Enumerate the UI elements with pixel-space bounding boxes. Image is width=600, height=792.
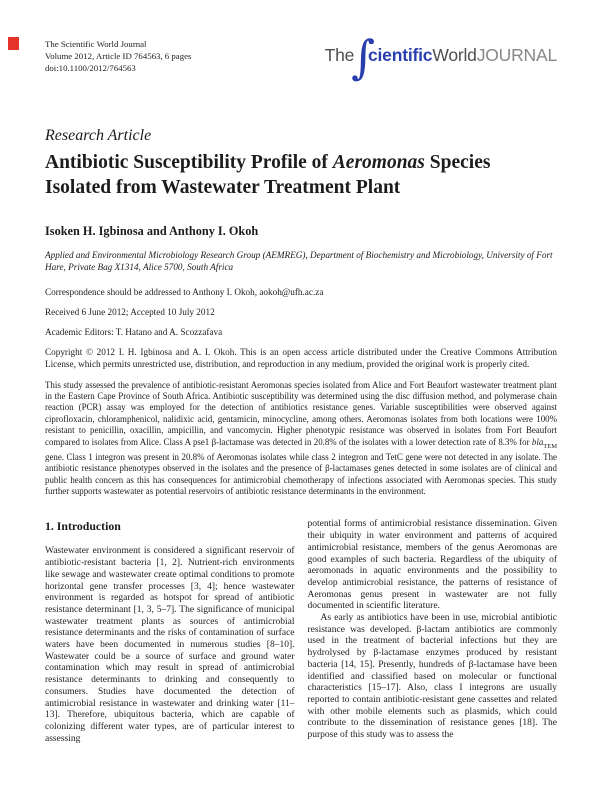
body-columns xyxy=(45,519,557,745)
article-type-label: Research Article xyxy=(45,127,152,144)
title-species-italic: Aeromonas xyxy=(332,152,425,173)
abstract-text xyxy=(45,380,557,498)
volume-line: Volume 2012, Article ID 764563, 6 pages xyxy=(45,51,192,61)
title-pre: Antibiotic Susceptibility Profile of xyxy=(45,152,333,173)
intro-paragraph-right-2: As early as antibiotics have been in use, microbial antibiotic resistance was developed. β-lactam antibiotics are commonly used in the treatment of bacterial infections but they are hydrolysed by β-lactamase enzymes produced by resistant bacteria [14, 15]. Presently, hundreds of β-lactamase have been identified and classified based on molecular or functional characteristics [15–17]. Also, class I integrons are usually reported to contain antibiotic-resistant gene cassettes and related with other mobile elements such as plasmids, which could contribute to the dissemination of resistance genes [18]. The purpose of this study was to assess the xyxy=(307,613,557,741)
logo-world: World xyxy=(432,44,477,65)
intro-paragraph-right-1: potential forms of antimicrobial resistance dissemination. Given their ubiquity in water environment and patterns of acquired antimicrobial resistance, members of the genus Aeromonas are good examples of such bacteria. Regardless of the ubiquity of aeromonads in aquatic environments and the possibility to develop antimicrobial resistance, the patterns of resistance of Aeromonas genus present in wastewater are not fully documented in scientific literature. xyxy=(307,519,557,612)
authors-line: Isoken H. Igbinosa and Anthony I. Okoh xyxy=(45,224,259,238)
intro-paragraph-left: Wastewater environment is considered a significant reservoir of antibiotic-resistant bacteria [1, 2]. Nutrient-rich environments like sewage and wastewater create optimal conditions to promote horizontal gene transfer processes [3, 4]; hence wastewater environment is regarded as hotspot for spread of antibiotic resistance determinant [1, 3, 5–7]. The significance of municipal wastewater treatment plants as sources of antimicrobial resistance determinants and the risks of contamination of surface waters have been documented in numerous studies [8–10]. Wastewater could be a source of surface and ground water contamination which may result in spread of antimicrobial resistance determinants to drinking and consequently to consumers. Studies have documented the detection of antimicrobial resistance in wastewater and drinking water [11–13]. Therefore, ubiquitous bacteria, which are capable of colonizing different water types, are of particular interest to assessing xyxy=(45,546,295,744)
left-column xyxy=(45,519,295,745)
right-column xyxy=(308,519,558,745)
doi-line: doi:10.1100/2012/764563 xyxy=(45,63,136,73)
masthead xyxy=(45,30,557,84)
title-post: Species Isolated from Wastewater Treatment Plant xyxy=(45,152,491,198)
correspondence-line: Correspondence should be addressed to Anthony I. Okoh, aokoh@ufh.ac.za xyxy=(45,286,324,297)
abstract-post: gene. Class 1 integron was present in 20.8% of Aeromonas isolates while class 2 integron and TetC gene were not detected in any isolate. The antibiotic resistance phenotypes observed in the isolates and the presence of β-lactamases genes detected in some isolates are of clinical and public health concern as this has consequences for antimicrobial chemotherapy of infections associated with Aeromonas species. This study further supports wastewater as potential reservoirs of antibiotic resistance determinants in the environment. xyxy=(45,451,557,497)
journal-name: The Scientific World Journal xyxy=(45,39,147,49)
abstract-pre: This study assessed the prevalence of antibiotic-resistant Aeromonas species isolated from Alice and Fort Beaufort wastewater treatment plant in the Eastern Cape Province of South Africa. Antibiotic susceptibility was determined using the disc diffusion method, and polymerase chain reaction (PCR) assay was employed for the detection of antibiotics resistance genes. Variable susceptibilities were observed against ciprofloxacin, chloramphenicol, nalidixic acid, gentamicin, minocycline, among others. Aeromonas isolates from both locations were 100% resistant to penicillin, oxacillin, ampicillin, and vancomycin. Higher phenotypic resistance was observed in isolates from Fort Beaufort compared to isolates from Alice. Class A pse1 β-lactamase was detected in 20.8% of the isolates with a lower detection rate of 8.3% for xyxy=(45,379,557,447)
journal-meta xyxy=(45,38,191,74)
abstract-tem-subscript: TEM xyxy=(543,442,557,450)
section-heading-introduction: 1. Introduction xyxy=(45,519,121,534)
affiliation: Applied and Environmental Microbiology Research Group (AEMREG), Department of Biochemistry and Microbiology, University of Fort Hare, Private Bag X1314, Alice 5700, South Africa xyxy=(45,250,553,272)
abstract-bla-gene: bla xyxy=(531,436,544,447)
logo-scientific: cientific xyxy=(367,44,433,65)
copyright-text: Copyright © 2012 I. H. Igbinosa and A. I. Okoh. This is an open access article distributed under the Creative Commons Attribution License, which permits unrestricted use, distribution, and reproduction in any medium, provided the original work is properly cited. xyxy=(45,346,557,369)
journal-logo: The ∫ cientific World JOURNAL xyxy=(324,30,557,84)
red-marker xyxy=(8,37,19,50)
article-title xyxy=(45,150,557,200)
logo-the: The xyxy=(324,44,355,65)
received-accepted-line: Received 6 June 2012; Accepted 10 July 2012 xyxy=(45,307,215,318)
logo-journal: JOURNAL xyxy=(476,44,557,65)
academic-editors-line: Academic Editors: T. Hatano and A. Scozzafava xyxy=(45,327,223,338)
